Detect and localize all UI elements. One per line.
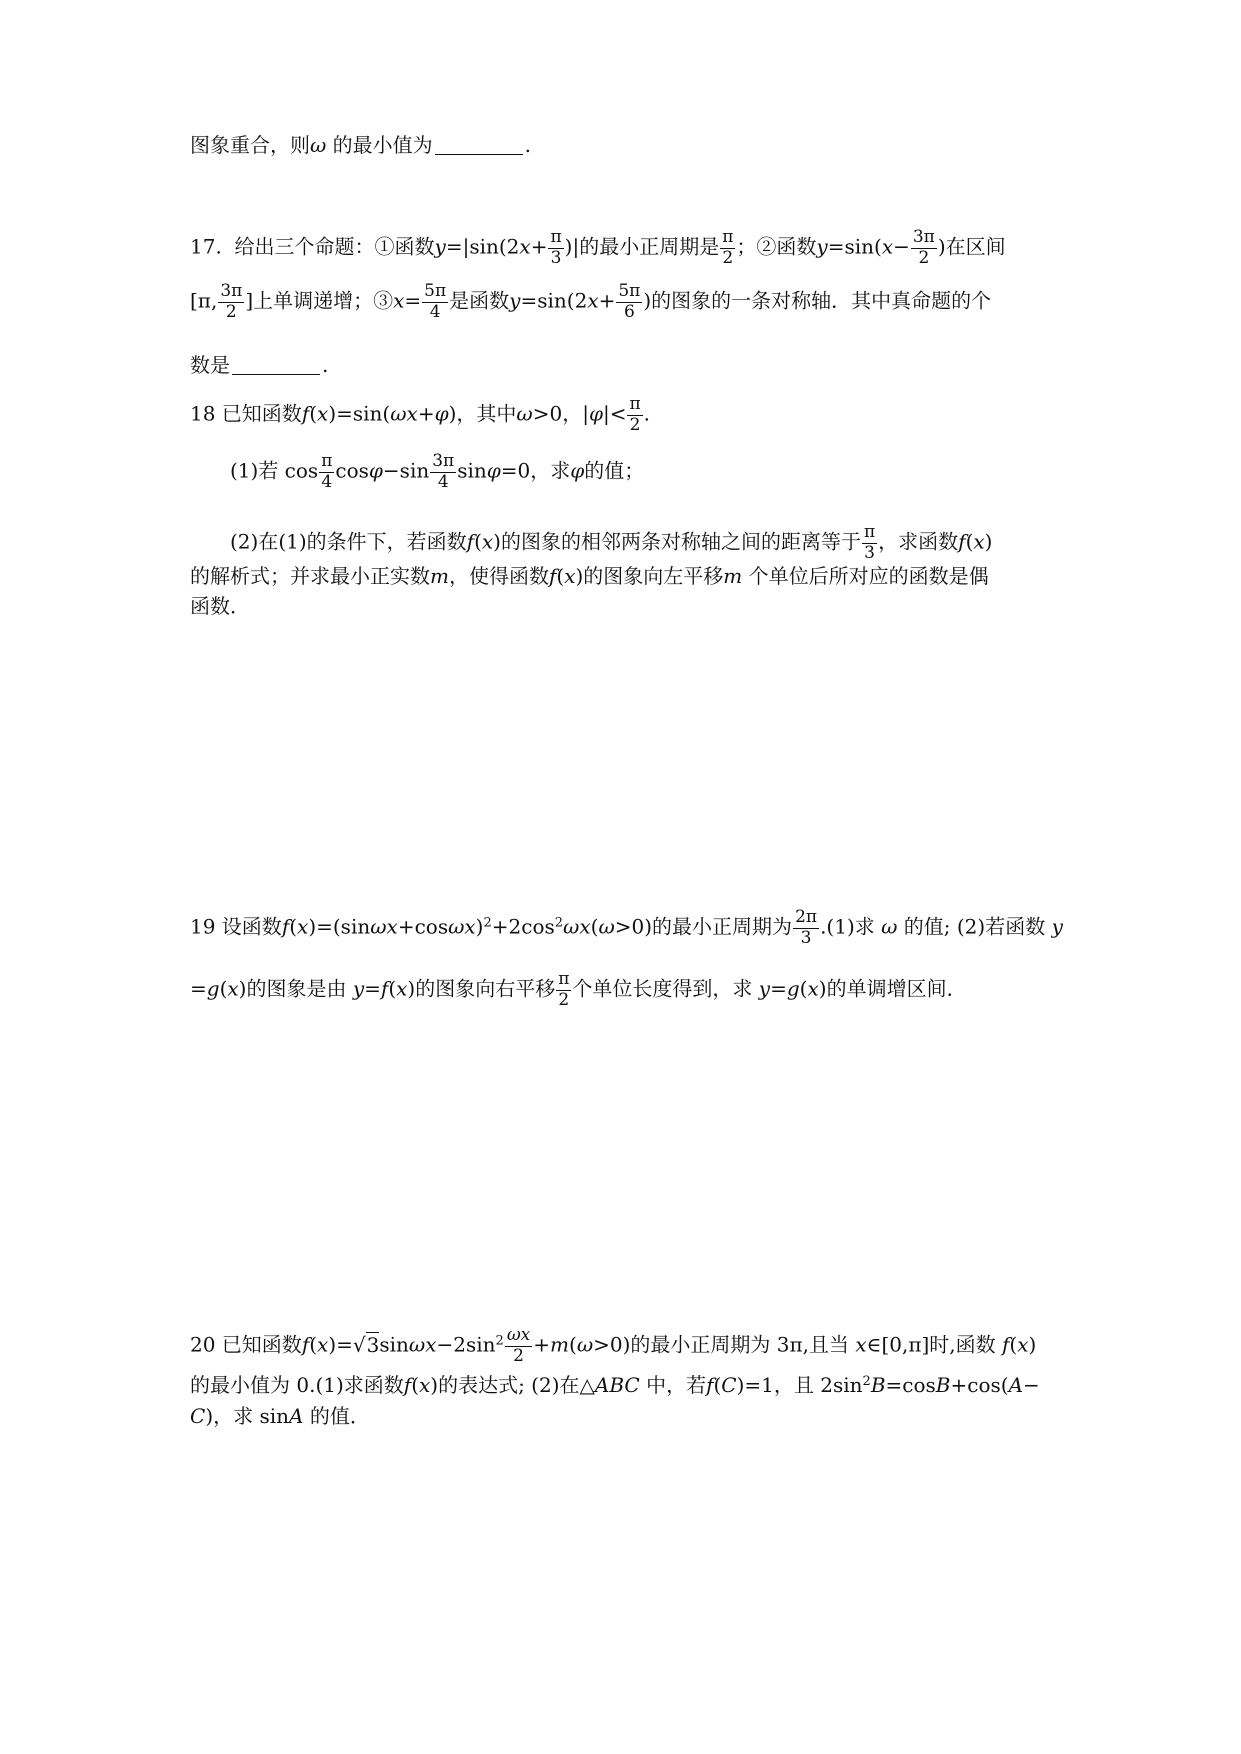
denominator: 4	[429, 301, 441, 322]
superscript: 2	[495, 1333, 504, 1349]
text: .	[524, 133, 532, 157]
fraction	[556, 970, 571, 1010]
text: +2cos	[491, 914, 555, 939]
radicand: 3	[366, 1332, 380, 1357]
text: (	[590, 914, 599, 939]
q17-line-3	[190, 355, 1060, 375]
var: φ	[368, 458, 383, 483]
text: 个单位长度得到，求	[572, 976, 753, 1001]
text: )	[1028, 1332, 1037, 1357]
text: +	[598, 288, 616, 313]
var: f	[403, 1373, 412, 1397]
text: |<	[602, 401, 627, 426]
denominator: 2	[918, 247, 930, 268]
text: >0，|	[532, 401, 589, 426]
denominator: 4	[437, 471, 449, 492]
numerator: π	[863, 522, 876, 542]
text: 的值；	[584, 458, 645, 483]
text: (	[388, 976, 397, 1001]
text: 中，若	[646, 1373, 707, 1397]
var: ω	[598, 914, 615, 939]
superscript: 2	[483, 915, 492, 931]
q18-line-5	[190, 596, 1060, 616]
numerator: π	[722, 227, 734, 247]
text: (	[1009, 1332, 1018, 1357]
answer-blank	[435, 153, 523, 155]
text: )的单调增区间．	[818, 976, 967, 1001]
var: φ	[570, 458, 585, 483]
q18-line-1	[190, 395, 1060, 435]
var: x	[807, 976, 819, 1001]
text: )的表达式; (2)在△	[430, 1373, 595, 1397]
var: y	[434, 234, 446, 259]
text: +	[530, 234, 548, 259]
var: f	[958, 529, 966, 554]
text: (	[411, 1373, 419, 1397]
text: )的图象的相邻两条对称轴之间的距离等于	[493, 529, 861, 554]
var: m	[430, 564, 449, 588]
text: =sin(	[827, 234, 882, 259]
text: )=1，且 2sin	[736, 1373, 863, 1397]
var: y	[816, 234, 828, 259]
text: (2)在(1)的条件下，若函数	[230, 529, 467, 554]
text: )=sin(	[328, 401, 391, 426]
text: ]上单调递增；③	[245, 288, 394, 313]
var: ω	[310, 133, 327, 157]
text: =	[364, 976, 381, 1001]
q16-tail-line	[190, 135, 1060, 155]
text: )|的最小正周期是	[564, 234, 720, 259]
text: 的最小值为	[332, 133, 433, 157]
var: C	[721, 1373, 737, 1397]
text: (1)若 cos	[230, 458, 319, 483]
text: cos	[335, 458, 369, 483]
var: x	[881, 234, 894, 259]
numerator: 2π	[795, 907, 818, 927]
text: )在区间	[937, 234, 1006, 259]
text: =	[770, 976, 787, 1001]
text: sin	[379, 1332, 409, 1357]
fraction	[911, 228, 937, 268]
fraction	[218, 282, 244, 322]
text: (	[965, 529, 974, 554]
text: )，求 sin	[205, 1404, 290, 1428]
text: )的图象向左平移	[575, 564, 724, 588]
fraction	[720, 228, 735, 268]
text: =sin(2	[520, 288, 588, 313]
var: x	[227, 976, 239, 1001]
fraction	[793, 908, 819, 948]
text: 20 已知函数	[190, 1332, 302, 1357]
var: x	[317, 1332, 329, 1357]
var: A	[1008, 1373, 1024, 1397]
var: C	[190, 1404, 206, 1428]
fraction	[548, 228, 563, 268]
text: .	[643, 401, 651, 426]
numerator: π	[321, 451, 333, 471]
numerator: π	[550, 227, 562, 247]
var: φ	[588, 401, 603, 426]
var: A	[289, 1404, 304, 1428]
text: .	[322, 353, 329, 377]
text: =	[404, 288, 422, 313]
var: f	[380, 976, 389, 1001]
text: >0)的最小正周期为 3π,且当	[593, 1332, 849, 1357]
var: φ	[434, 401, 449, 426]
text: ；②函数	[736, 234, 817, 259]
var: ωx	[563, 914, 591, 939]
text: )=	[328, 1332, 353, 1357]
text: >0)的最小正周期为	[614, 914, 793, 939]
denominator: 2	[629, 414, 641, 435]
numerator: 5π	[424, 281, 447, 301]
var: x	[519, 234, 531, 259]
text: −2sin	[436, 1332, 496, 1357]
text: )的图象向右平移	[407, 976, 556, 1001]
text: 的值; (2)若函数	[903, 914, 1046, 939]
var: y	[509, 288, 521, 313]
text: )=(sin	[308, 914, 371, 939]
var: x	[481, 529, 494, 554]
denominator: 3	[800, 927, 812, 948]
question-number: 17.	[190, 234, 222, 259]
var: g	[786, 976, 800, 1001]
text: ，求函数	[878, 529, 959, 554]
var: m	[550, 1332, 569, 1357]
text: +cos(	[950, 1373, 1009, 1397]
var: ωx	[408, 1332, 437, 1357]
var: f	[706, 1373, 714, 1397]
text: )	[984, 529, 993, 554]
denominator: 2	[722, 247, 734, 268]
var: x	[564, 564, 576, 588]
q17-line-1	[190, 228, 1060, 268]
var: x	[587, 288, 599, 313]
text: (	[799, 976, 808, 1001]
var: ω	[576, 1332, 594, 1357]
q18-part-1	[230, 452, 1100, 492]
q20-line-2	[190, 1375, 1060, 1395]
numerator: 3π	[912, 227, 935, 247]
sqrt: √3	[352, 1332, 380, 1357]
text: 是函数	[449, 288, 510, 313]
var: x	[317, 401, 329, 426]
text: (	[309, 401, 318, 426]
text: [π,	[190, 288, 218, 313]
text: )的图象是由	[238, 976, 347, 1001]
var: y	[352, 976, 365, 1001]
fraction	[627, 395, 642, 435]
var: x	[396, 976, 408, 1001]
var: f	[466, 529, 475, 554]
text: 数是	[190, 353, 230, 377]
var: f	[548, 564, 557, 588]
text: 19 设函数	[190, 914, 282, 939]
var: y	[1051, 914, 1063, 939]
q19-line-1	[190, 907, 1063, 948]
denominator: 3	[864, 542, 875, 563]
var: x	[297, 914, 309, 939]
numerator: 3π	[220, 281, 243, 301]
var: g	[206, 976, 220, 1001]
q19-line-2	[190, 970, 1060, 1010]
denominator: 2	[225, 301, 237, 322]
text: =0，求	[500, 458, 571, 483]
text: 给出三个命题：①函数	[234, 234, 435, 259]
text: 的最小值为 0.(1)求函数	[190, 1373, 404, 1397]
q20-line-3	[190, 1406, 1060, 1426]
text: −sin	[382, 458, 430, 483]
denominator: 4	[321, 471, 333, 492]
denominator: 2	[513, 1345, 524, 1366]
text: =cos	[885, 1373, 936, 1397]
text: (	[556, 564, 565, 588]
denominator: 6	[623, 301, 635, 322]
q18-part-2	[230, 523, 1100, 563]
var: B	[870, 1373, 886, 1397]
text: ∈[0,π]时,函数	[866, 1332, 996, 1357]
var: m	[723, 564, 743, 588]
text: ，使得函数	[448, 564, 549, 588]
q20-line-1	[190, 1326, 1060, 1366]
text: 函数．	[190, 594, 250, 618]
text: −	[893, 234, 910, 259]
var: x	[393, 288, 405, 313]
var: f	[301, 401, 310, 426]
text: 个单位后所对应的函数是偶	[748, 564, 989, 588]
var: ω	[516, 401, 533, 426]
text: (	[309, 1332, 318, 1357]
var: x	[973, 529, 985, 554]
text: 图象重合，则	[190, 133, 310, 157]
text: (	[289, 914, 298, 939]
numerator: ωx	[506, 1325, 531, 1345]
text: )	[475, 914, 484, 939]
var: ω	[881, 914, 898, 939]
text: (	[713, 1373, 722, 1397]
superscript: 2	[862, 1374, 871, 1389]
var: x	[1017, 1332, 1029, 1357]
text: 的解析式；并求最小正实数	[190, 564, 430, 588]
var: ωx	[370, 914, 398, 939]
var: x	[419, 1373, 431, 1397]
text: (	[219, 976, 228, 1001]
text: (	[569, 1332, 577, 1357]
text: −	[1023, 1373, 1040, 1397]
var: x	[855, 1332, 867, 1357]
text: sin	[457, 458, 487, 483]
var: ABC	[594, 1373, 640, 1397]
fraction	[430, 452, 456, 492]
text: =	[190, 976, 207, 1001]
text: )的图象的一条对称轴．其中真命题的个	[643, 288, 992, 313]
text: +	[533, 1332, 551, 1357]
numerator: 3π	[432, 451, 455, 471]
answer-blank	[232, 373, 320, 375]
var: f	[281, 914, 290, 939]
text: 18 已知函数	[190, 401, 302, 426]
var: f	[1002, 1332, 1010, 1357]
fraction	[319, 452, 334, 492]
denominator: 2	[558, 989, 570, 1010]
var: ωx	[448, 914, 476, 939]
var: ωx	[390, 401, 418, 426]
q17-line-2	[190, 282, 1060, 322]
text: =|sin(2	[445, 234, 520, 259]
text: +cos	[397, 914, 449, 939]
text: .(1)求	[820, 914, 875, 939]
text: +	[417, 401, 435, 426]
text: 的值．	[309, 1404, 370, 1428]
var: y	[758, 976, 771, 1001]
numerator: π	[629, 394, 641, 414]
numerator: 5π	[618, 281, 641, 301]
var: φ	[486, 458, 501, 483]
fraction	[422, 282, 448, 322]
fraction	[862, 523, 877, 563]
var: B	[935, 1373, 951, 1397]
fraction	[616, 282, 642, 322]
superscript: 2	[554, 915, 564, 931]
denominator: 3	[550, 247, 562, 268]
text: (	[474, 529, 482, 554]
var: f	[301, 1332, 310, 1357]
numerator: π	[558, 969, 570, 989]
q18-line-4	[190, 566, 1060, 586]
text: )，其中	[448, 401, 517, 426]
fraction	[505, 1326, 532, 1366]
